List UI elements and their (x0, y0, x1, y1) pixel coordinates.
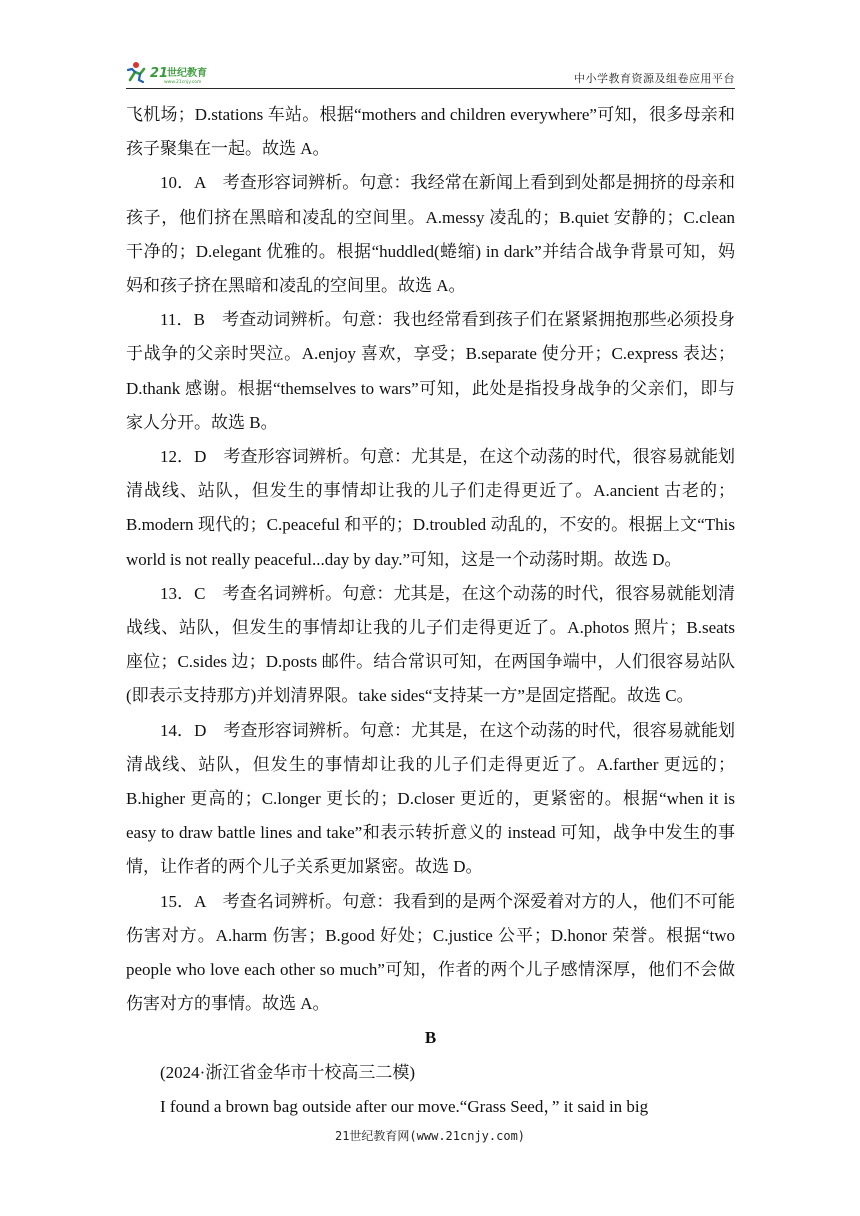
section-title: B (424, 1028, 437, 1048)
document-body (126, 98, 735, 1124)
svg-text:世纪教育: 世纪教育 (167, 68, 207, 79)
header-divider (126, 88, 735, 89)
page-footer: 21世纪教育网(www.21cnjy.com) (334, 1129, 526, 1143)
svg-text:21: 21 (150, 66, 169, 81)
passage-source: (2024·浙江省金华市十校高三二模) (160, 1062, 415, 1082)
answer-paragraph-13: 13．C 考查名词辨析。句意：尤其是，在这个动荡的时代，很容易就能划清战线、站队，但发生的事情却让我的儿子们走得更近了。A.photos 照片；B.seats 座位；C.sides 边；D.posts 邮件。结合常识可知，在两国争端中，人们很容易站队(即表示支持那方)并划清界限。take sides“支持某一方”是固定搭配。故选 C。 (126, 583, 735, 706)
answer-paragraph-14: 14．D 考查形容词辨析。句意：尤其是，在这个动荡的时代，很容易就能划清战线、站队，但发生的事情却让我的儿子们走得更近了。A.farther 更远的；B.higher 更高的；C.longer 更长的；D.closer 更近的，更紧密的。根据“when it is easy to draw battle lines and take”和表示转折意义的 instead 可知，战争中发生的事情，让作者的两个儿子关系更加紧密。故选 D。 (126, 720, 735, 877)
site-label: 中小学教育资源及组卷应用平台 (574, 72, 735, 85)
answer-paragraph-12: 12．D 考查形容词辨析。句意：尤其是，在这个动荡的时代，很容易就能划清战线、站队，但发生的事情却让我的儿子们走得更近了。A.ancient 古老的；B.modern 现代的；C.peaceful 和平的；D.troubled 动乱的，不安的。根据上文“This world is not really peaceful...day by day.”可知，这是一个动荡时期。故选 D。 (126, 447, 735, 569)
svg-text:www.21cnjy.com: www.21cnjy.com (164, 80, 202, 84)
answer-paragraph-15: 15．A 考查名词辨析。句意：我看到的是两个深爱着对方的人，他们不可能伤害对方。A.harm 伤害；B.good 好处；C.justice 公平；D.honor 荣誉。根据“two people who love each other so much”可知，作者的两个儿子感情深厚，他们不会做伤害对方的事情。故选 A。 (126, 891, 735, 1014)
site-logo[interactable] (126, 60, 224, 84)
passage-first-line: I found a brown bag outside after our move.“Grass Seed，” it said in big (160, 1096, 649, 1116)
answer-paragraph-10: 10．A 考查形容词辨析。句意：我经常在新闻上看到到处都是拥挤的母亲和孩子，他们挤在黑暗和凌乱的空间里。A.messy 凌乱的；B.quiet 安静的；C.clean 干净的；D.elegant 优雅的。根据“huddled(蜷缩) in dark”并结合战争背景可知，妈妈和孩子挤在黑暗和凌乱的空间里。故选 A。 (126, 173, 735, 296)
answer-paragraph-continued: 飞机场；D.stations 车站。根据“mothers and children everywhere”可知，很多母亲和孩子聚集在一起。故选 A。 (126, 105, 735, 159)
page-header (126, 56, 735, 90)
answer-paragraph-11: 11．B 考查动词辨析。句意：我也经常看到孩子们在紧紧拥抱那些必须投身于战争的父亲时哭泣。A.enjoy 喜欢，享受；B.separate 使分开；C.express 表达；D.thank 感谢。根据“themselves to wars”可知，此处是指投身战争的父亲们，即与家人分开。故选 B。 (126, 310, 735, 432)
logo-graphic (126, 60, 224, 84)
